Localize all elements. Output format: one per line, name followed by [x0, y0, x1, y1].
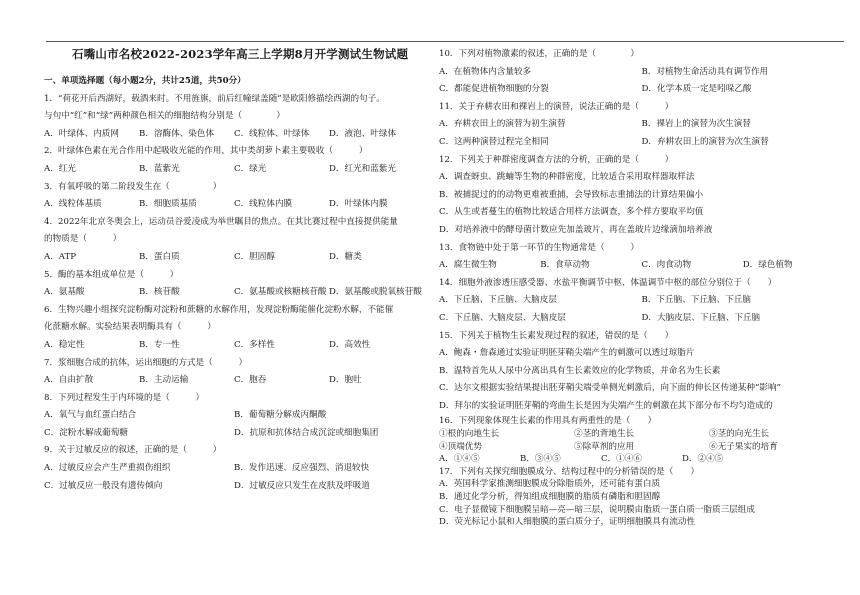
question-stem: 4．2022年北京冬奥会上，运动员谷爱凌成为举世瞩目的焦点。在其比赛过程中直接提供能量 [44, 216, 398, 227]
option: B．被捕捉过的的动物更难被重捕，会导致标志重捕法的计算结果偏小 [439, 189, 704, 200]
option: A．ATP [44, 251, 77, 262]
option: C．多样性 [234, 339, 275, 350]
option: D．荧光标记小鼠和人细胞膜的蛋白质分子，证明细胞膜具有流动性 [439, 517, 696, 528]
question-stem: 12．下列关于种群密度调查方法的分析，正确的是（ ） [439, 154, 674, 165]
options-row [439, 292, 844, 310]
options-row [44, 196, 424, 214]
option: D．液泡、叶绿体 [329, 128, 397, 139]
option: A．自由扩散 [44, 375, 94, 386]
option: B．专一性 [139, 339, 180, 350]
option: D．高效性 [329, 339, 371, 350]
option: A．弃耕农田上的演替为初生演替 [439, 119, 566, 130]
question-item [439, 99, 844, 152]
question-stem: 15．下列关于植物生长素发现过程的叙述，错误的是（ ） [439, 330, 674, 341]
question-stem: 6．生物兴趣小组探究淀粉酶对淀粉和蔗糖的水解作用，发现淀粉酶能催化淀粉水解，不能催 [44, 304, 394, 315]
question-stem: 与句中“红”和“绿”两种颜色相关的细胞结构分别是（ ） [44, 111, 286, 122]
option: A．氧气与血红蛋白结合 [44, 410, 137, 421]
question-stem: 16．下列现象体现生长素的作用具有两重性的是（ ） [439, 416, 657, 427]
option: A．在植物体内含量较多 [439, 66, 532, 77]
q16-item: ⑤除草剂的应用 [573, 441, 635, 452]
options-row [44, 460, 424, 478]
option: C．胆固醇 [234, 251, 275, 262]
option: B．温特首先从人尿中分离出具有生长素效应的化学物质，并命名为生长素 [439, 365, 721, 376]
option: D．拜尔的实验证明胚芽鞘的弯曲生长是因为尖端产生的刺激在其下部分布不均匀造成的 [439, 400, 773, 411]
option: D．对培养液中的酵母菌计数应先加盖玻片，再在盖玻片边缘滴加培养液 [439, 224, 713, 235]
option: D．弃耕农田上的演替为次生演替 [641, 136, 769, 147]
question-stem: 化蔗糖水解。实验结果表明酶具有（ ） [44, 322, 216, 333]
options-row [439, 134, 844, 152]
question-item [44, 267, 424, 302]
options-row [44, 372, 424, 390]
options-row [439, 116, 844, 134]
question-item [44, 302, 424, 355]
option: B．发作迅速、反应强烈、消退较快 [234, 463, 370, 474]
question-item [44, 442, 424, 495]
option: B．下丘脑、下丘脑、下丘脑 [641, 295, 751, 306]
question-stem: 11．关于弃耕农田和裸岩上的演替，说法正确的是（ ） [439, 101, 674, 112]
option: C．绿光 [234, 163, 267, 174]
options-row [44, 478, 424, 496]
question-item [44, 143, 424, 178]
options-row [44, 337, 424, 355]
option: D．氨基酸或脱氧核苷酸 [329, 287, 422, 298]
q16-options [439, 453, 844, 466]
question-16 [439, 415, 844, 465]
option: A．线粒体基质 [44, 199, 102, 210]
option: A．下丘脑、下丘脑、大脑皮层 [439, 295, 557, 306]
option: C．都能促进植物细胞的分裂 [439, 84, 549, 95]
q16-items-row-2 [439, 441, 844, 454]
option: C．淀粉水解成葡萄糖 [44, 427, 128, 438]
q16-item: ①根的向地生长 [439, 429, 500, 440]
option: D．化学本质一定是吲哚乙酸 [641, 84, 752, 95]
options-row [439, 64, 844, 82]
option: D．糖类 [329, 251, 362, 262]
option: C．氨基酸或核糖核苷酸 [234, 287, 327, 298]
q16-item: ③茎的向光生长 [708, 429, 770, 440]
option: C．①④⑥ [601, 454, 642, 465]
option: C．从生或者蔓生的植物比较适合用样方法调查，多个样方要取平均值 [439, 207, 704, 218]
option: A．①④⑤ [439, 454, 480, 465]
option: D．叶绿体内膜 [329, 199, 388, 210]
section-heading: 一、单项选择题（每小题2分，共计25道，共50分） [44, 76, 246, 86]
option: B．通过化学分析，得知组成细胞膜的脂质有磷脂和胆固醇 [439, 492, 661, 503]
option: B．主动运输 [139, 375, 189, 386]
option: D．绿色植物 [742, 260, 793, 271]
option: C．过敏反应一般没有遗传倾向 [44, 480, 163, 491]
option: C．达尔文根据实验结果提出胚芽鞘尖端受单侧光刺激后，向下面的伸长区传递某种“影响” [439, 383, 781, 394]
right-column [439, 46, 844, 529]
question-stem: 13．食物链中处于第一环节的生物通常是（ ） [439, 242, 639, 253]
option: B．核苷酸 [139, 287, 180, 298]
option: B．细胞质基质 [139, 199, 197, 210]
question-item [439, 152, 844, 240]
left-column [44, 73, 424, 495]
options-row [44, 249, 424, 267]
option: A．过敏反应会产生严重损伤组织 [44, 463, 171, 474]
option: C．这两种演替过程完全相同 [439, 136, 549, 147]
question-item [44, 214, 424, 267]
options-row [44, 284, 424, 302]
question-item [439, 275, 844, 328]
question-stem: 17．下列有关探究细胞膜成分、结构过程中的分析错误的是（ ） [439, 466, 700, 477]
option: C．线粒体内膜 [234, 199, 293, 210]
question-stem: 1．“荷花开后西湖好，载酒来时。不用旌旗，前后红幢绿盖随”是欧阳修描绘西湖的句子。 [44, 93, 385, 104]
question-item [44, 390, 424, 443]
option: B．食草动物 [540, 260, 590, 271]
question-stem: 5．酶的基本组成单位是（ ） [44, 269, 179, 280]
option: D．红光和蓝紫光 [329, 163, 397, 174]
option: D．胞吐 [329, 375, 362, 386]
option: C．胞吞 [234, 375, 267, 386]
question-stem: 2．叶绿体色素在光合作用中起吸收光能的作用，其中类胡萝卜素主要吸收（ ） [44, 146, 368, 157]
question-stem: 14．细胞外液渗透压感受器、水盐平衡调节中枢、体温调节中枢的部位分别位于（ ） [439, 277, 777, 288]
options-row [44, 425, 424, 443]
option: B．葡萄糖分解成丙酮酸 [234, 410, 327, 421]
option: A．叶绿体、内质网 [44, 128, 119, 139]
option: A．腐生微生物 [439, 260, 497, 271]
question-stem: 9．关于过敏反应的叙述，正确的是（ ） [44, 445, 222, 456]
page-title: 石嘴山市名校2022-2023学年高三上学期8月开学测试生物试题 [72, 47, 409, 61]
question-stem: 3．有氧呼吸的第二阶段发生在（ ） [44, 181, 222, 192]
option: A．调查蚜虫、跳蝻等生物的种群密度，比较适合采用取样器取样法 [439, 172, 695, 183]
option: B．溶酶体、染色体 [139, 128, 215, 139]
question-item [439, 46, 844, 99]
option: A．稳定性 [44, 339, 85, 350]
question-stem: 的物质是（ ） [44, 234, 122, 245]
option: A．红光 [44, 163, 76, 174]
options-row [439, 310, 844, 328]
q16-item: ⑥无子果实的培育 [708, 441, 778, 452]
option: C．肉食动物 [641, 260, 692, 271]
option: D．②④⑤ [682, 454, 724, 465]
option: C．线粒体、叶绿体 [234, 128, 310, 139]
option: A．鲍森・詹森通过实验证明胚芽鞘尖端产生的刺激可以透过琼脂片 [439, 348, 695, 359]
option: B．对植物生命活动具有调节作用 [641, 66, 769, 77]
option: B．蛋白质 [139, 251, 180, 262]
question-item [44, 91, 424, 144]
question-stem: 8．下列过程发生于内环境的是（ ） [44, 392, 205, 403]
option: B．③④⑤ [520, 454, 561, 465]
question-stem: 7．浆细胞合成的抗体，运出细胞的方式是（ ） [44, 357, 248, 368]
option: D．过敏反应只发生在皮肤及呼吸道 [234, 480, 370, 491]
q16-item: ④顶端优势 [439, 441, 482, 452]
option: C．下丘脑、大脑皮层、大脑皮层 [439, 312, 566, 323]
option: B．裸岩上的演替为次生演替 [641, 119, 751, 130]
q16-items-row-1 [439, 428, 844, 441]
question-item [439, 328, 844, 416]
question-item [44, 179, 424, 214]
option: D．大脑皮层、下丘脑、下丘脑 [641, 312, 761, 323]
option: D．抗原和抗体结合成沉淀或细胞集团 [234, 427, 379, 438]
question-item [439, 240, 844, 275]
question-17 [439, 466, 844, 529]
q16-item: ②茎的背地生长 [573, 429, 635, 440]
options-row [439, 81, 844, 99]
options-row [44, 407, 424, 425]
option: C．电子显微镜下细胞膜呈暗—亮—暗三层，说明膜由脂质一蛋白质一脂质三层组成 [439, 504, 755, 515]
option: A．英国科学家推测细胞膜成分除脂质外，还可能有蛋白质 [439, 479, 661, 490]
options-row [44, 126, 424, 144]
question-item [44, 355, 424, 390]
option: A．氨基酸 [44, 287, 85, 298]
options-row [44, 161, 424, 179]
option: B．蓝紫光 [139, 163, 180, 174]
question-stem: 10．下列对植物激素的叙述，正确的是（ ） [439, 49, 639, 59]
header-rule [46, 41, 844, 42]
options-row [439, 257, 844, 275]
